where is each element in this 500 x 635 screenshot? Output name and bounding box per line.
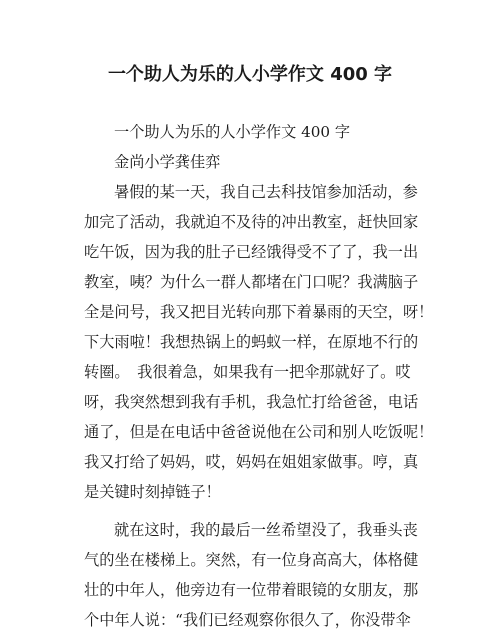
text-line: 全是问号，我又把目光转向那下着暴雨的天空，呀！ <box>84 303 434 321</box>
text-line: 加完了活动，我就迫不及待的冲出教室，赶快回家 <box>84 213 419 231</box>
text-line: 吃午饭，因为我的肚子已经饿得受不了了，我一出 <box>84 243 419 261</box>
text-line: 教室，咦？为什么一群人都堵在门口呢？我满脑子 <box>84 273 419 291</box>
text-line: 气的坐在楼梯上。突然，有一位身高高大，体格健 <box>84 551 419 569</box>
text-line: 暑假的某一天，我自己去科技馆参加活动，参 <box>114 183 418 201</box>
text-line-author: 金尚小学龚佳弈 <box>114 153 221 171</box>
text-line: 下大雨啦！我想热锅上的蚂蚁一样，在原地不行的 <box>84 333 419 351</box>
text-line: 我又打给了妈妈，哎，妈妈在姐姐家做事。哼，真 <box>84 453 419 471</box>
essay-body <box>84 117 434 635</box>
text-line: 转圈。 我很着急，如果我有一把伞那就好了。哎 <box>84 363 411 381</box>
text-line: 壮的中年人，他旁边有一位带着眼镜的女朋友，那 <box>84 581 419 599</box>
text-line: 是关键时刻掉链子！ <box>84 483 221 501</box>
text-line: 就在这时，我的最后一丝希望没了，我垂头丧 <box>114 521 418 539</box>
page-title: 一个助人为乐的人小学作文 400 字 <box>107 64 393 85</box>
text-line-heading: 一个助人为乐的人小学作文 400 字 <box>114 123 351 141</box>
text-line: 呀，我突然想到我有手机，我急忙打给爸爸，电话 <box>84 393 419 411</box>
text-line: 个中年人说：“我们已经观察你很久了，你没带伞 <box>84 611 411 629</box>
text-line: 通了，但是在电话中爸爸说他在公司和别人吃饭呢！ <box>84 423 434 441</box>
